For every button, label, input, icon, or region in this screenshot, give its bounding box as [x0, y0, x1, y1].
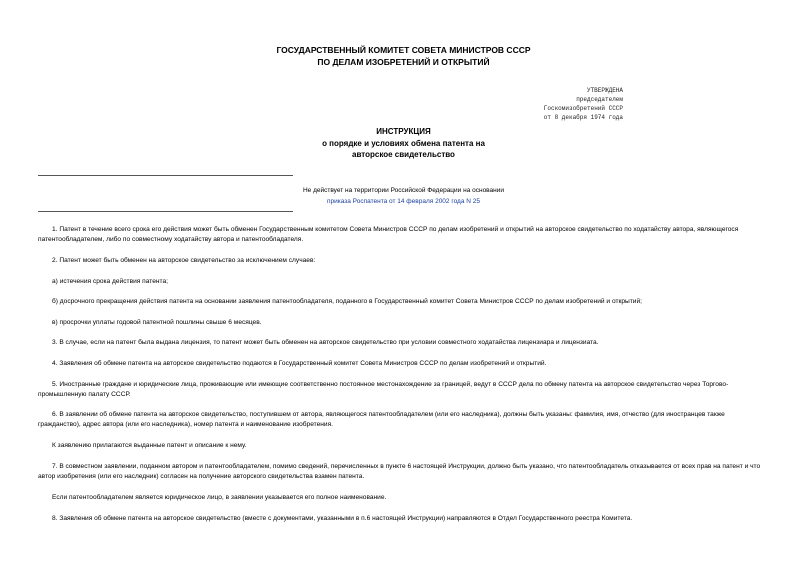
- paragraph-5: 5. Иностранные граждане и юридические лица, проживающие или имеющие соответственно постоянное местонахождение за границей, ведут в СССР дела по обмену патента на авторское свидетельство через Торгово-промышленную палату СССР.: [38, 381, 729, 398]
- document-title: [0, 126, 807, 161]
- title-line-1: ИНСТРУКЦИЯ: [376, 127, 431, 136]
- bottom-divider: [38, 211, 293, 212]
- agency-header: [0, 44, 807, 68]
- paragraph-3: 3. В случае, если на патент была выдана лицензия, то патент может быть обменен на авторское свидетельство при условии совместного ходатайства лицензиара и лицензиата.: [52, 339, 599, 346]
- approval-line-4: от 8 декабря 1974 года: [543, 114, 623, 121]
- approval-line-3: Госкомизобретений СССР: [543, 105, 623, 112]
- approval-line-2: председателем: [576, 96, 623, 103]
- approval-line-1: УТВЕРЖДЕНА: [586, 87, 623, 94]
- status-notice: [0, 185, 807, 207]
- paragraph-7: 7. В совместном заявлении, поданном автором и патентообладателем, помимо сведений, перечисленных в пункте 6 настоящей Инструкции, должно быть указано, что патентообладатель отказывается от всех прав на патент и что автор изобретения (или его наследник) согласен на получение авторского свидетельства взамен патента.: [38, 463, 761, 480]
- top-divider: [38, 175, 293, 176]
- paragraph-2b: б) досрочного прекращения действия патента на основании заявления патентообладателя, поданного в Государственный комитет Совета Министров СССР по делам изобретений и открытий;: [52, 298, 642, 305]
- paragraph-2c: в) просрочки уплаты годовой патентной пошлины свыше 6 месяцев.: [52, 319, 262, 326]
- notice-text: Не действует на территории Российской Федерации на основании: [302, 187, 505, 194]
- paragraph-8: 8. Заявления об обмене патента на авторское свидетельство (вместе с документами, указанными в п.6 настоящей Инструкции) направляются в Отдел Государственного реестра Комитета.: [52, 515, 633, 522]
- notice-link[interactable]: приказа Роспатента от 14 февраля 2002 года N 25: [326, 198, 480, 205]
- paragraph-4: 4. Заявления об обмене патента на авторское свидетельство подаются в Государственный комитет Совета Министров СССР по делам изобретений и открытий.: [52, 360, 547, 367]
- title-line-2: о порядке и условиях обмена патента на: [322, 138, 485, 148]
- paragraph-1: 1. Патент в течение всего срока его действия может быть обменен Государственным комитетом Совета Министров СССР по делам изобретений и открытий на авторское свидетельство по ходатайству автора, являющегося патентообладателем, либо по совместному ходатайству автора и патентообладателя.: [38, 226, 739, 243]
- paragraph-6: 6. В заявлении об обмене патента на авторское свидетельство, поступившем от автора, являющегося патентообладателем (или его наследника), должны быть указаны: фамилия, имя, отчество (для иностранцев также гражданство), адрес автора (или его наследника), номер патента и наименование изобретения.: [38, 411, 725, 428]
- approval-stamp: [544, 86, 623, 122]
- paragraph-7-note: Если патентообладателем является юридическое лицо, в заявлении указывается его полное наименование.: [52, 494, 387, 501]
- paragraph-2a: а) истечения срока действия патента;: [52, 278, 168, 285]
- paragraph-6-attachment: К заявлению прилагаются выданные патент и описание к нему.: [52, 442, 247, 449]
- agency-line-1: ГОСУДАРСТВЕННЫЙ КОМИТЕТ СОВЕТА МИНИСТРОВ СССР: [276, 45, 531, 55]
- agency-line-2: ПО ДЕЛАМ ИЗОБРЕТЕНИЙ И ОТКРЫТИЙ: [317, 57, 490, 67]
- paragraph-2: 2. Патент может быть обменен на авторское свидетельство за исключением случаев:: [52, 257, 316, 264]
- title-line-3: авторское свидетельство: [352, 150, 455, 159]
